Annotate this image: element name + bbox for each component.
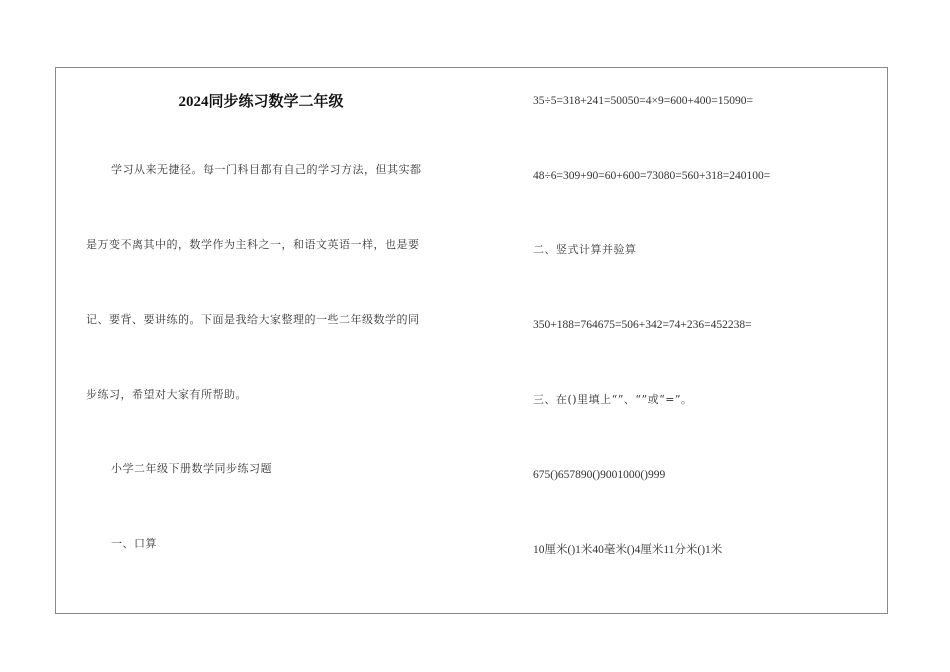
section-heading-oral-calc: 一、口算 [111,537,157,550]
compare-row-2: 10厘米()1米40毫米()4厘米11分米()1米 [533,544,723,556]
section-heading-vertical-calc: 二、竖式计算并验算 [533,243,637,256]
section-heading-exercises: 小学二年级下册数学同步练习题 [111,462,272,475]
oral-calc-row-1: 35÷5=318+241=50050=4×9=600+400=15090= [533,95,753,107]
intro-paragraph-line-1: 学习从来无捷径。每一门科目都有自己的学习方法，但其实都 [111,163,422,176]
page-title: 2024同步练习数学二年级 [178,94,344,110]
intro-paragraph-line-3: 记、要背、要讲练的。下面是我给大家整理的一些二年级数学的同 [86,313,420,326]
intro-paragraph-line-2: 是万变不离其中的，数学作为主科之一，和语文英语一样，也是要 [86,238,420,251]
compare-row-1: 675()657890()9001000()999 [533,469,666,481]
intro-paragraph-line-4: 步练习，希望对大家有所帮助。 [86,388,247,401]
section-heading-compare: 三、在()里填上“”、“”或“=”。 [533,393,693,406]
vertical-calc-row: 350+188=764675=506+342=74+236=452238= [533,319,752,331]
oral-calc-row-2: 48÷6=309+90=60+600=73080=560+318=240100= [533,170,771,182]
document-page [55,67,888,614]
